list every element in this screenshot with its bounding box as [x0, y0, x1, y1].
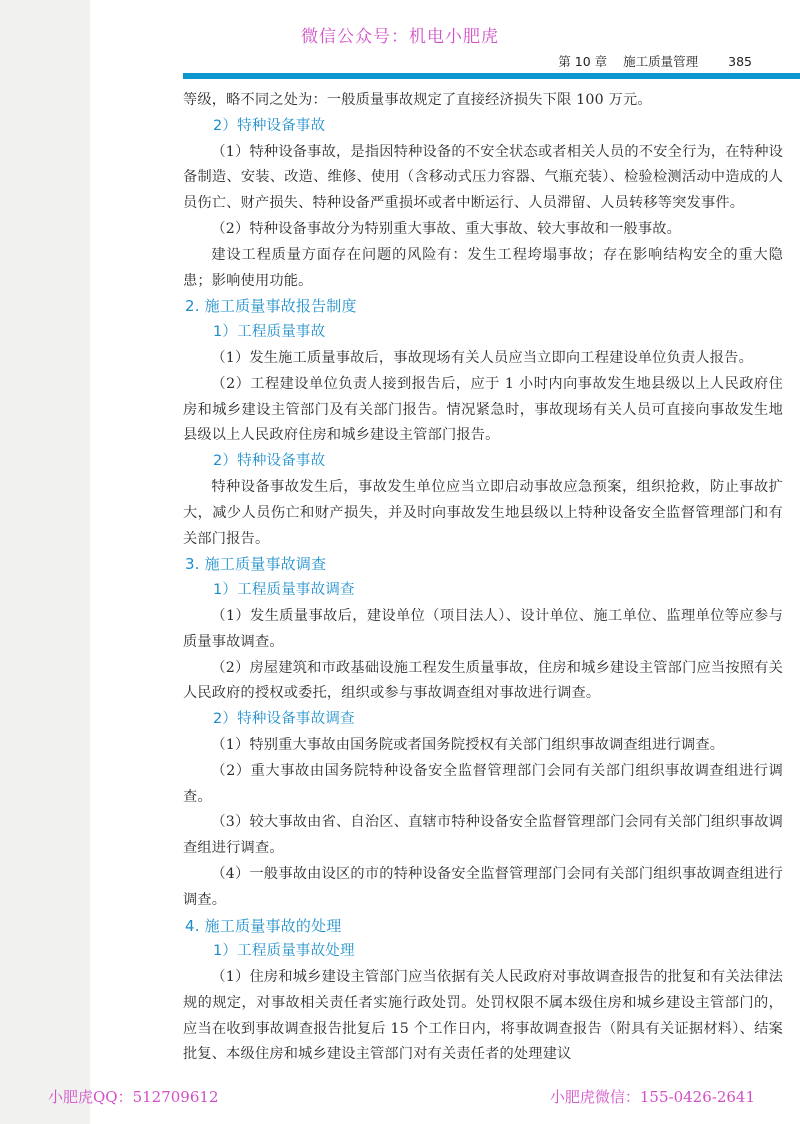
subsection-heading: 1）工程质量事故处理 — [213, 943, 355, 960]
chapter-title: 施工质量管理 — [623, 54, 699, 69]
body-paragraph: （2）房屋建筑和市政基础设施工程发生质量事故，住房和城乡建设主管部门应当按照有关人民政府的授权或委托，组织或参与事故调查组对事故进行调查。 — [183, 659, 783, 702]
subsection-heading: 2）特种设备事故调查 — [213, 711, 355, 728]
body-paragraph: （1）发生施工质量事故后，事故现场有关人员应当立即向工程建设单位负责人报告。 — [211, 349, 753, 366]
body-paragraph: （2）重大事故由国务院特种设备安全监督管理部门会同有关部门组织事故调查组进行调查。 — [183, 762, 783, 805]
section-heading: 4. 施工质量事故的处理 — [185, 916, 342, 935]
subsection-heading: 1）工程质量事故调查 — [213, 582, 355, 599]
section-heading: 2. 施工质量事故报告制度 — [185, 297, 357, 316]
header-rule — [183, 73, 800, 79]
subsection-heading: 1）工程质量事故 — [213, 324, 326, 341]
body-paragraph: 建设工程质量方面存在问题的风险有：发生工程垮塌事故；存在影响结构安全的重大隐患；影响使用功能。 — [183, 246, 783, 289]
chapter-number: 第 10 章 — [558, 54, 608, 69]
footer-qq: 小肥虎QQ：512709612 — [48, 1088, 219, 1106]
body-paragraph: （2）特种设备事故分为特别重大事故、重大事故、较大事故和一般事故。 — [211, 220, 682, 237]
page-body — [183, 88, 783, 1068]
body-paragraph: 等级，略不同之处为：一般质量事故规定了直接经济损失下限 100 万元。 — [183, 92, 652, 108]
body-paragraph: （1）特别重大事故由国务院或者国务院授权有关部门组织事故调查组进行调查。 — [211, 736, 725, 753]
body-paragraph: （1）发生质量事故后，建设单位（项目法人）、设计单位、施工单位、监理单位等应参与质量事故调查。 — [183, 607, 783, 650]
subsection-heading: 2）特种设备事故 — [213, 117, 326, 134]
body-paragraph: （3）较大事故由省、自治区、直辖市特种设备安全监督管理部门会同有关部门组织事故调查组进行调查。 — [183, 814, 783, 857]
running-head — [558, 52, 752, 70]
binding-gutter — [0, 0, 90, 1124]
body-paragraph: 特种设备事故发生后，事故发生单位应当立即启动事故应急预案，组织抢救，防止事故扩大，减少人员伤亡和财产损失，并及时向事故发生地县级以上特种设备安全监督管理部门和有关部门报告。 — [183, 478, 783, 547]
page-number: 385 — [728, 54, 752, 69]
subsection-heading: 2）特种设备事故 — [213, 453, 326, 470]
body-paragraph: （2）工程建设单位负责人接到报告后，应于 1 小时内向事故发生地县级以上人民政府住房和城乡建设主管部门及有关部门报告。情况紧急时，事故现场有关人员可直接向事故发生地县级以上人民政府住房和城乡建设主管部门报告。 — [183, 375, 783, 444]
section-heading: 3. 施工质量事故调查 — [185, 555, 327, 574]
body-paragraph: （4）一般事故由设区的市的特种设备安全监督管理部门会同有关部门组织事故调查组进行调查。 — [183, 865, 783, 908]
footer-wechat: 小肥虎微信：155-0426-2641 — [549, 1088, 755, 1106]
watermark-top: 微信公众号：机电小肥虎 — [301, 27, 499, 47]
body-paragraph: （1）特种设备事故，是指因特种设备的不安全状态或者相关人员的不安全行为，在特种设备制造、安装、改造、维修、使用（含移动式压力容器、气瓶充装）、检验检测活动中造成的人员伤亡、财产损失、特种设备严重损坏或者中断运行、人员滞留、人员转移等突发事件。 — [183, 143, 783, 212]
body-paragraph: （1）住房和城乡建设主管部门应当依据有关人民政府对事故调查报告的批复和有关法律法规的规定，对事故相关责任者实施行政处罚。处罚权限不属本级住房和城乡建设主管部门的，应当在收到事故调查报告批复后 15 个工作日内，将事故调查报告（附具有关证据材料）、结案批复、本级住房和城乡建设主管部门对有关责任者的处理建议 — [183, 969, 783, 1063]
